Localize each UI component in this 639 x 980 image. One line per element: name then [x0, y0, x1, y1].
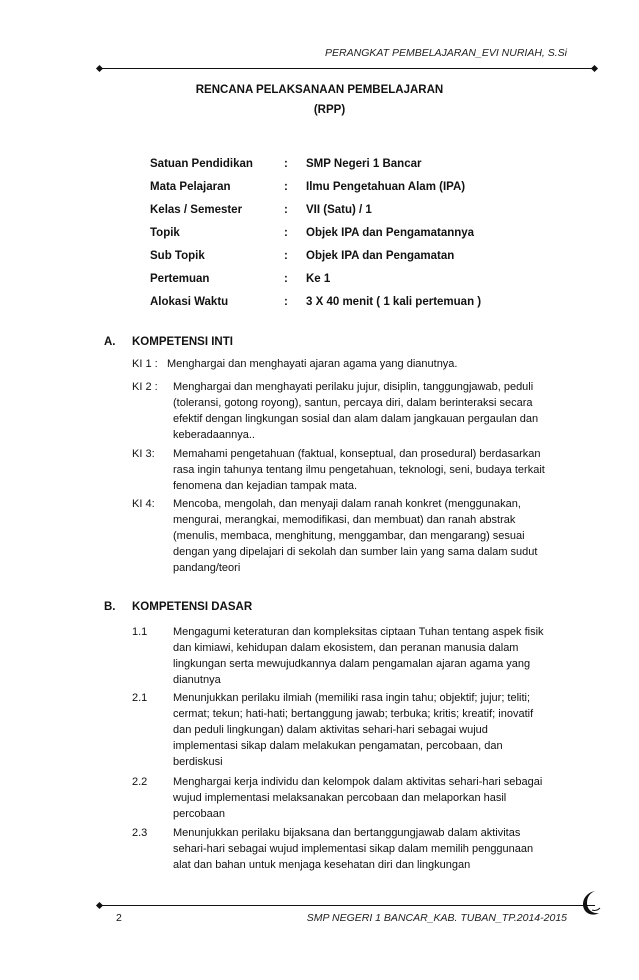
ki-text-line: Memahami pengetahuan (faktual, konseptual, dan prosedural) berdasarkan [173, 448, 541, 460]
kd-text-line: implementasi sikap dalam melakukan pengamatan, percobaan, dan [173, 740, 503, 752]
kd-text-line: dan peduli lingkungan) dalam aktivitas sehari-hari sebagai wujud [173, 724, 488, 736]
kd-text-line: dan kimiawi, kehidupan dalam ekosistem, dan peranan manusia dalam [173, 642, 519, 654]
ki-code: KI 3: [132, 448, 155, 460]
info-value: Objek IPA dan Pengamatannya [306, 227, 475, 239]
section-b-letter: B. [104, 601, 116, 613]
header-rule [100, 68, 595, 69]
ki-text-line: efektif dengan lingkungan sosial dan alam dalam jangkauan pergaulan dan [173, 413, 539, 425]
info-value: Objek IPA dan Pengamatan [306, 250, 455, 262]
ki-text-line: fenomena dan kejadian tampak mata. [173, 480, 358, 492]
kd-text-line: wujud implementasi melaksanakan percobaan dan melaporkan hasil [173, 792, 507, 804]
kd-code: 1.1 [132, 626, 148, 638]
ki-text-line: rasa ingin tahunya tentang ilmu pengetahuan, teknologi, seni, budaya terkait [173, 464, 545, 476]
info-colon: : [284, 296, 288, 308]
info-label: Sub Topik [150, 250, 205, 262]
ki-text-line: (toleransi, gotong royong), santun, percaya diri, dalam berinteraksi secara [173, 397, 533, 409]
footer-rule-left-diamond [96, 902, 103, 909]
kd-code: 2.2 [132, 776, 148, 788]
page-number: 2 [116, 912, 122, 924]
info-colon: : [284, 250, 288, 262]
info-colon: : [284, 273, 288, 285]
ki-text-line: pandang/teori [173, 562, 241, 574]
kd-text-line: berdiskusi [173, 756, 223, 768]
ki-text-line: (menulis, membaca, menghitung, menggambar, dan mengarang) sesuai [173, 530, 525, 542]
info-colon: : [284, 181, 288, 193]
header-rule-right-diamond [591, 65, 598, 72]
kd-text-line: sehari-hari sebagai wujud implementasi sikap dalam memilih penggunaan [173, 843, 534, 855]
info-value: VII (Satu) / 1 [306, 204, 372, 216]
section-a-letter: A. [104, 336, 116, 348]
info-colon: : [284, 158, 288, 170]
info-value: Ilmu Pengetahuan Alam (IPA) [306, 181, 466, 193]
kd-text-line: dianutnya [173, 674, 221, 686]
info-colon: : [284, 204, 288, 216]
info-value: SMP Negeri 1 Bancar [306, 158, 422, 170]
section-a-title: KOMPETENSI INTI [132, 336, 233, 348]
document-subtitle: (RPP) [313, 104, 346, 116]
ki-text-line: Mencoba, mengolah, dan menyaji dalam ranah konkret (menggunakan, [173, 498, 521, 510]
kd-text-line: Menunjukkan perilaku bijaksana dan bertanggungjawab dalam aktivitas [173, 827, 521, 839]
kd-text-line: Mengagumi keteraturan dan kompleksitas ciptaan Tuhan tentang aspek fisik [173, 626, 544, 638]
kd-code: 2.3 [132, 827, 148, 839]
kd-text-line: alat dan bahan untuk menjaga kesehatan diri dan lingkungan [173, 859, 471, 871]
ki-code: KI 4: [132, 498, 155, 510]
page-header-text: PERANGKAT PEMBELAJARAN_EVI NURIAH, S.Si [325, 47, 567, 59]
kd-text-line: cermat; tekun; hati-hati; bertanggung jawab; terbuka; kritis; kreatif; inovatif [173, 708, 534, 720]
info-colon: : [284, 227, 288, 239]
info-value: 3 X 40 menit ( 1 kali pertemuan ) [306, 296, 482, 308]
page-footer-text: SMP NEGERI 1 BANCAR_KAB. TUBAN_TP.2014-2015 [306, 912, 567, 924]
info-label: Alokasi Waktu [150, 296, 229, 308]
kd-code: 2.1 [132, 692, 148, 704]
ki-text-line: dengan yang dipelajari di sekolah dan sumber lain yang sama dalam sudut [173, 546, 538, 558]
info-value: Ke 1 [306, 273, 331, 285]
footer-rule [100, 905, 595, 906]
info-label: Pertemuan [150, 273, 210, 285]
ki-code: KI 2 : [132, 381, 158, 393]
ki-text-line: keberadaannya.. [173, 429, 255, 441]
ki-text-line: Menghargai dan menghayati ajaran agama yang dianutnya. [167, 358, 458, 370]
document-title: RENCANA PELAKSANAAN PEMBELAJARAN [195, 84, 444, 96]
kd-text-line: percobaan [173, 808, 225, 820]
ki-text-line: Menghargai dan menghayati perilaku jujur, disiplin, tanggungjawab, peduli [173, 381, 534, 393]
info-label: Kelas / Semester [150, 204, 243, 216]
kd-text-line: lingkungan serta mewujudkannya dalam pengamalan ajaran agama yang [173, 658, 531, 670]
header-rule-left-diamond [96, 65, 103, 72]
kd-text-line: Menghargai kerja individu dan kelompok dalam aktivitas sehari-hari sebagai [173, 776, 543, 788]
kd-text-line: Menunjukkan perilaku ilmiah (memiliki rasa ingin tahu; objektif; jujur; teliti; [173, 692, 531, 704]
section-b-title: KOMPETENSI DASAR [132, 601, 253, 613]
info-label: Mata Pelajaran [150, 181, 231, 193]
ki-text-line: mengurai, merangkai, memodifikasi, dan membuat) dan ranah abstrak [173, 514, 516, 526]
crescent-ornament-icon [578, 888, 602, 918]
ki-code: KI 1 : [132, 358, 158, 370]
info-label: Topik [150, 227, 180, 239]
info-label: Satuan Pendidikan [150, 158, 253, 170]
